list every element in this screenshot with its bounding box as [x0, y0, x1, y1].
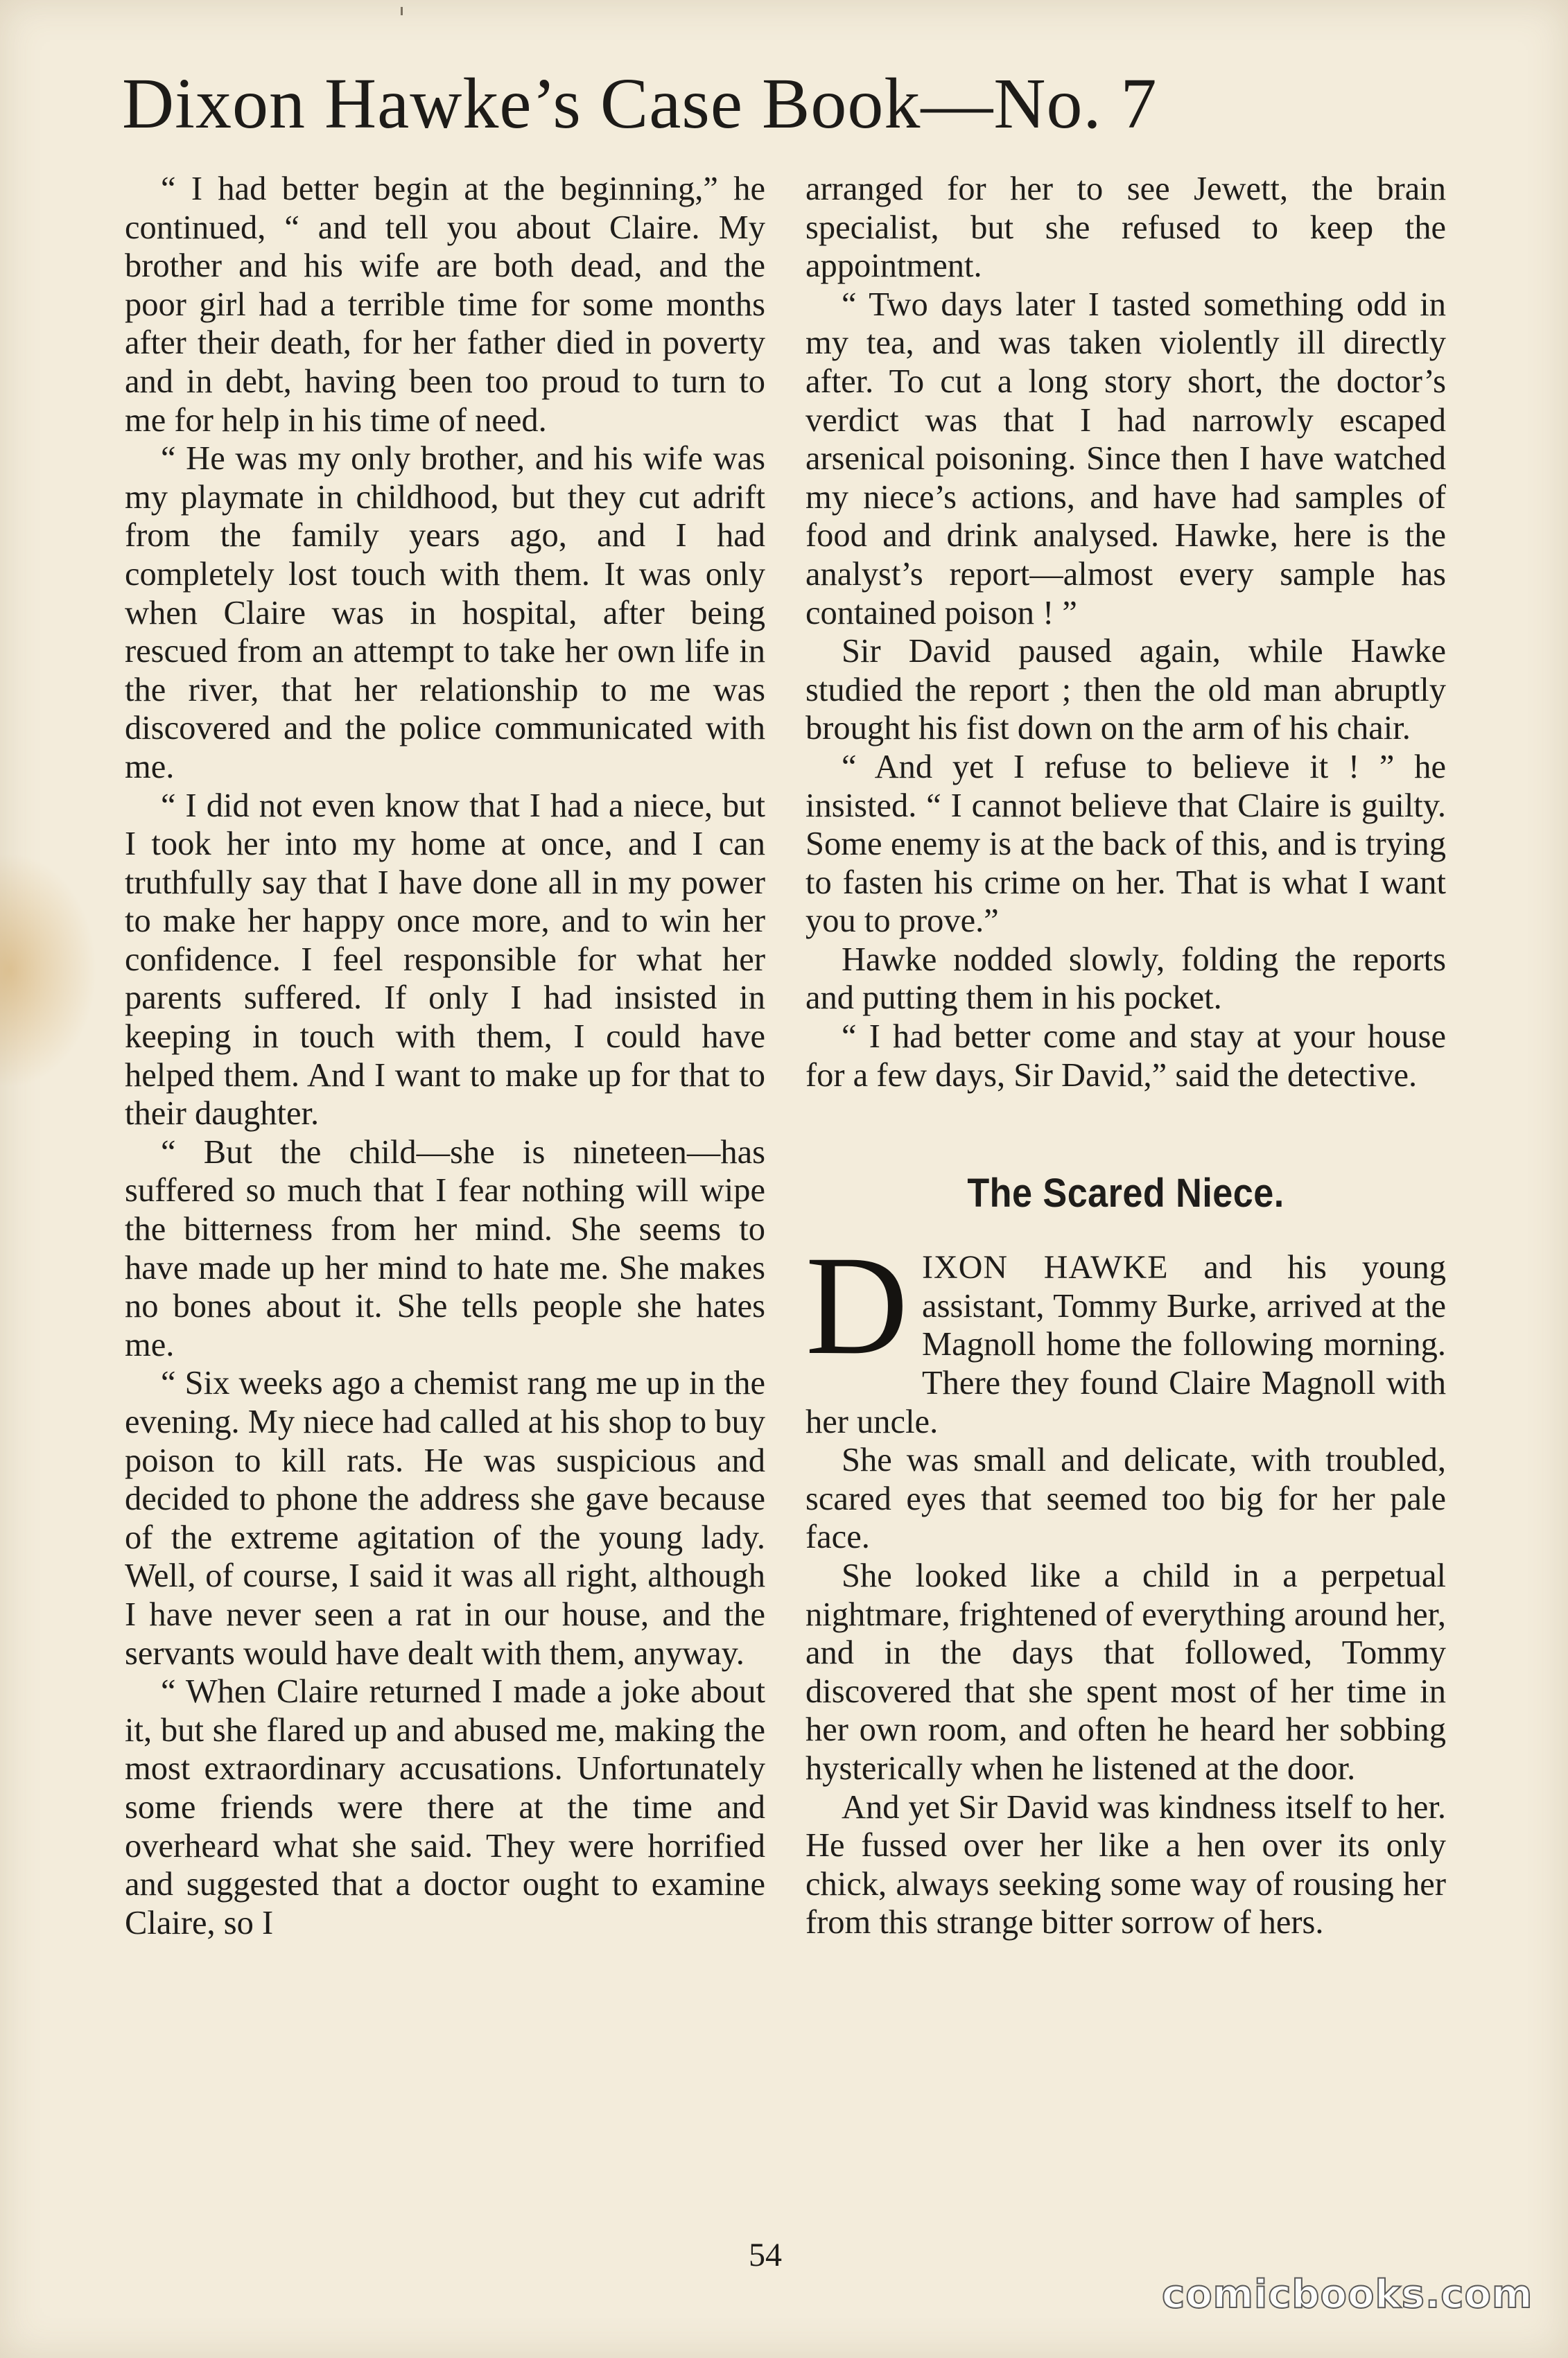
section-heading: The Scared Niece.: [967, 1171, 1284, 1216]
paper-stain: [0, 853, 97, 1088]
right-column: [805, 170, 1446, 1942]
right-paragraph-4: “ And yet I refuse to believe it ! ” he insisted. “ I cannot believe that Claire is guilty. Some enemy is at the back of this, and is trying to fasten his crime on her. That is what I want you to prove.”: [805, 748, 1446, 940]
drop-cap-paragraph: [805, 1227, 1446, 1441]
watermark-text: comicbooks.com: [1162, 2272, 1533, 2317]
left-paragraph-1: “ I had better begin at the beginning,” he continued, “ and tell you about Claire. My brother and his wife are both dead, and the poor girl had a terrible time for some months after their death, for her father died in poverty and in debt, having been too proud to turn to me for help in his time of need.: [125, 171, 765, 439]
right-paragraph-3: Sir David paused again, while Hawke studied the report ; then the old man abruptly brought his fist down on the arm of his chair.: [805, 633, 1446, 747]
left-paragraph-3: “ I did not even know that I had a niece, but I took her into my home at once, and I can truthfully say that I have done all in my power to make her happy once more, and to win her confidence. I feel responsible for what her parents suffered. If only I had insisted in keeping in touch with them, I could have helped them. And I want to make up for that to their daughter.: [125, 787, 765, 1133]
drop-cap-letter: D: [805, 1227, 909, 1385]
left-column: [125, 170, 765, 1942]
page-title: Dixon Hawke’s Case Book—No. 7: [122, 64, 1158, 143]
right-paragraph-8: She looked like a child in a perpetual nightmare, frightened of everything around her, and in the days that followed, Tommy discovered that she spent most of her time in her own room, and often he heard her sobbing hysterically when he listened at the door.: [805, 1557, 1446, 1787]
right-paragraph-6: “ I had better come and stay at your house for a few days, Sir David,” said the detective.: [805, 1018, 1446, 1094]
right-paragraph-1: arranged for her to see Jewett, the brain specialist, but she refused to keep the appointment.: [805, 171, 1446, 285]
lead-paragraph-text: and his young assistant, Tommy Burke, arrived at the Magnoll home the following morning. There they found Claire Magnoll with her uncle.: [805, 1249, 1446, 1440]
right-paragraph-2: “ Two days later I tasted something odd in my tea, and was taken violently ill directly after. To cut a long story short, the doctor’s verdict was that I had narrowly escaped arsenical poisoning. Since then I have watched my niece’s actions, and have had samples of food and drink analysed. Hawke, here is the analyst’s report—almost every sample has contained poison ! ”: [805, 286, 1446, 631]
page-number: 54: [749, 2237, 782, 2273]
left-paragraph-4: “ But the child—she is nineteen—has suffered so much that I fear nothing will wipe the bitterness from her mind. She seems to have made up her mind to hate me. She makes no bones about it. She tells people she hates me.: [125, 1133, 765, 1363]
left-paragraph-5: “ Six weeks ago a chemist rang me up in the evening. My niece had called at his shop to buy poison to kill rats. He was suspicious and decided to phone the address she gave because of the extreme agitation of the young lady. Well, of course, I said it was all right, although I have never seen a rat in our house, and the servants would have dealt with them, anyway.: [125, 1365, 765, 1672]
right-paragraph-9: And yet Sir David was kindness itself to her. He fussed over her like a hen over its only chick, always seeking some way of rousing her from this strange bitter sorrow of hers.: [805, 1788, 1446, 1941]
right-paragraph-7: She was small and delicate, with troubled, scared eyes that seemed too big for her pale face.: [805, 1442, 1446, 1556]
left-paragraph-6: “ When Claire returned I made a joke about it, but she flared up and abused me, making the most extraordinary accusations. Unfortunately some friends were there at the time and overheard what she said. They were horrified and suggested that a doctor ought to examine Claire, so I: [125, 1673, 765, 1941]
print-mark: [401, 7, 403, 15]
right-paragraph-5: Hawke nodded slowly, folding the reports and putting them in his pocket.: [805, 941, 1446, 1017]
left-paragraph-2: “ He was my only brother, and his wife was my playmate in childhood, but they cut adrift from the family years ago, and I had completely lost touch with them. It was only when Claire was in hospital, after being rescued from an attempt to take her own life in the river, that her relationship to me was discovered and the police communicated with me.: [125, 440, 765, 785]
lead-small-caps: IXON HAWKE: [922, 1249, 1169, 1286]
